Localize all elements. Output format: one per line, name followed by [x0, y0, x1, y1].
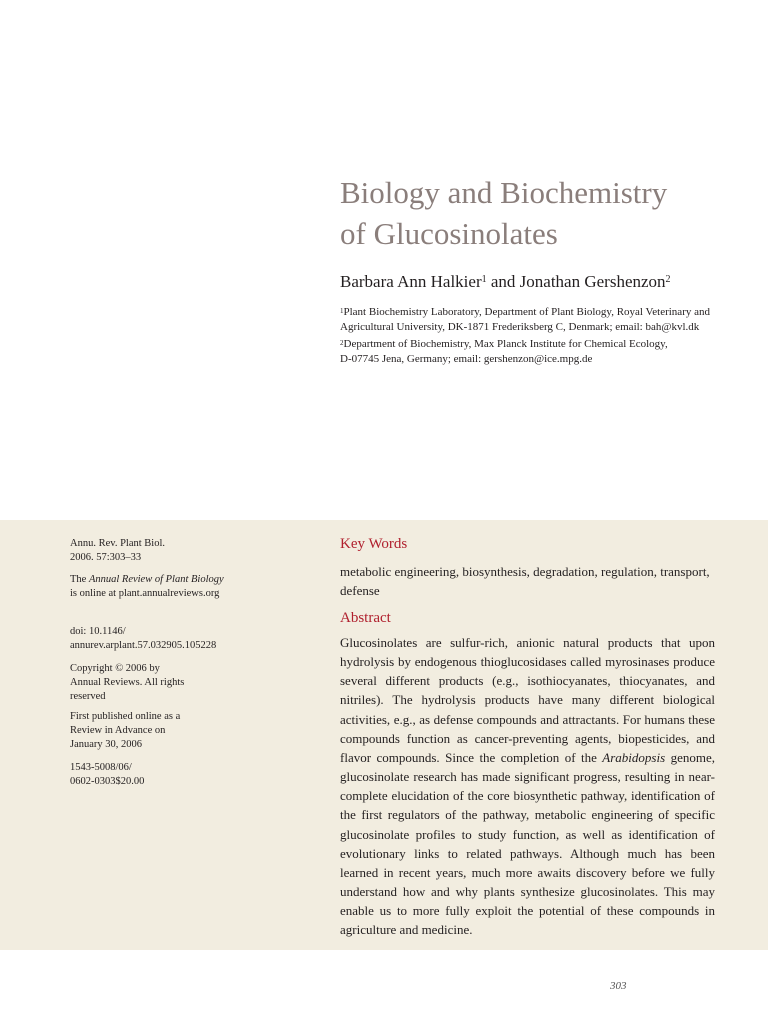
article-title [340, 172, 740, 254]
author-name: Barbara Ann Halkier [340, 272, 482, 291]
author-affiliation-mark: 1 [481, 274, 487, 285]
published-line: January 30, 2006 [70, 739, 143, 750]
online-suffix: is online at plant.annualreviews.org [70, 588, 220, 599]
copyright-line: Copyright © 2006 by [70, 663, 160, 674]
keywords-text: metabolic engineering, biosynthesis, degradation, regulation, transport, defense [340, 564, 710, 598]
citation-line: Annu. Rev. Plant Biol. [70, 538, 165, 549]
online-prefix: The [70, 574, 89, 585]
title-line-2: of Glucosinolates [340, 216, 558, 251]
copyright [70, 662, 230, 704]
published-line: First published online as a [70, 711, 181, 722]
published-line: Review in Advance on [70, 725, 166, 736]
doi-line: annurev.arplant.57.032905.105228 [70, 640, 217, 651]
journal-name: Annual Review of Plant Biology [88, 574, 224, 585]
abstract-text-part: genome, glucosinolate research has made significant progress, resulting in near-complete elucidation of the core biosynthetic pathway, identification of the first regulators of the pathway, metabolic engineering of specific glucosinolate profiles to study function, as well as identification of evolutionary links to related pathways. Although much has been learned in recent years, much more awaits discovery before we fully understand how and why plants synthesize glucosinolates. This may enable us to more fully exploit the potential of these compounds in agriculture and medicine. [340, 749, 715, 938]
copyright-line: Annual Reviews. All rights [70, 677, 185, 688]
author-conjunction: and [486, 272, 520, 291]
page-number: 303 [610, 980, 627, 992]
affiliation-mark: 1 [340, 307, 344, 315]
affiliation-line: Department of Biochemistry, Max Planck Institute for Chemical Ecology, [343, 338, 668, 350]
issn [70, 761, 230, 789]
doi [70, 625, 230, 653]
publication-history [70, 710, 230, 752]
keywords-heading: Key Words [340, 536, 408, 552]
online-notice [70, 573, 230, 601]
citation-line: 2006. 57:303–33 [70, 552, 142, 563]
abstract-text [340, 633, 715, 940]
abstract-heading: Abstract [340, 610, 391, 626]
author-list [340, 271, 740, 293]
organism-name: Arabidopsis [602, 749, 666, 765]
affiliation-mark: 2 [340, 339, 344, 347]
doi-line: doi: 10.1146/ [70, 626, 126, 637]
affiliation-line: D-07745 Jena, Germany; email: gershenzon@ice.mpg.de [340, 353, 593, 365]
issn-line: 0602-0303$20.00 [70, 776, 145, 787]
citation [70, 537, 230, 565]
copyright-line: reserved [70, 691, 106, 702]
title-line-1: Biology and Biochemistry [340, 175, 668, 210]
abstract-text-part: Glucosinolates are sulfur-rich, anionic natural products that upon hydrolysis by endogenous thioglucosidases called myrosinases produce several different products (e.g., isothiocyanates, thiocyanates, and nitriles). The hydrolysis products have many different biological activities, e.g., as defense compounds and attractants. For humans these compounds function as cancer-preventing agents, biopesticides, and flavor compounds. Since the completion of the [340, 635, 715, 765]
author-name: Jonathan Gershenzon [519, 272, 666, 291]
affiliation-2 [340, 337, 740, 367]
author-affiliation-mark: 2 [665, 274, 671, 285]
affiliation-line: Agricultural University, DK-1871 Frederiksberg C, Denmark; email: bah@kvl.dk [340, 321, 700, 333]
issn-line: 1543-5008/06/ [70, 762, 132, 773]
affiliation-1 [340, 305, 740, 335]
affiliation-line: Plant Biochemistry Laboratory, Department of Plant Biology, Royal Veterinary and [343, 306, 710, 318]
